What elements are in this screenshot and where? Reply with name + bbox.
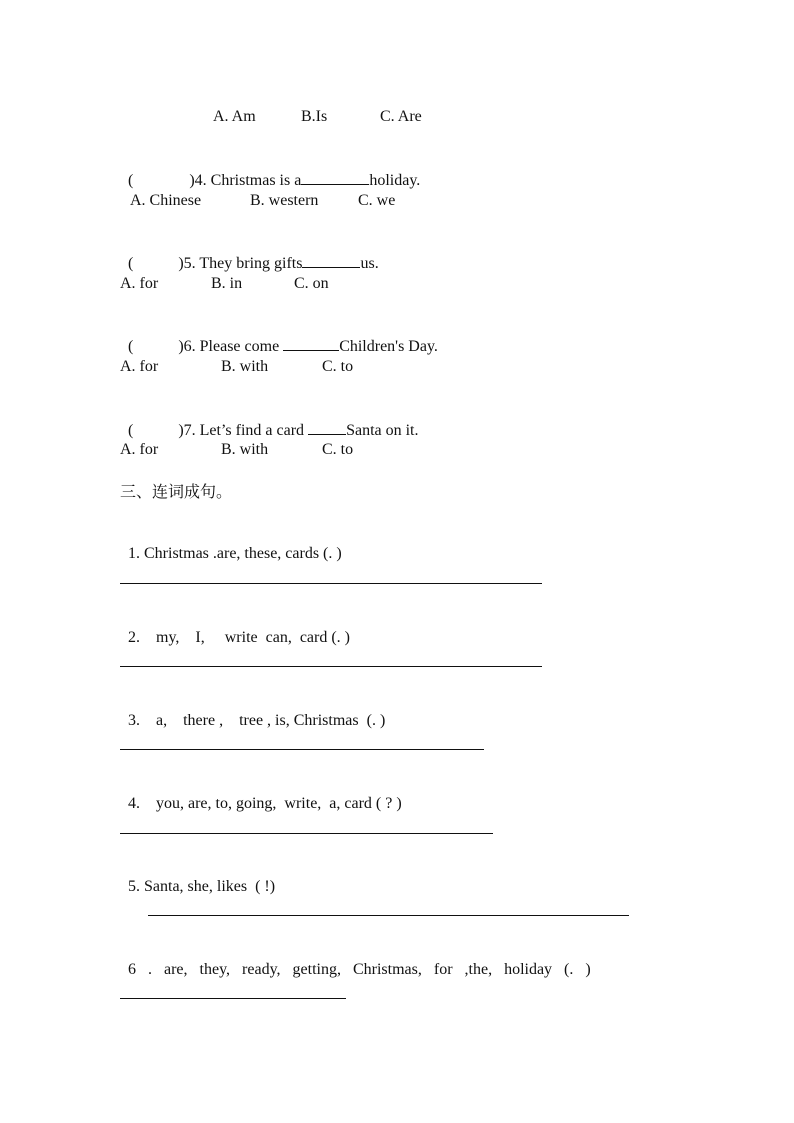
answer-paren-open: (: [128, 422, 134, 439]
sentence-1: [120, 524, 342, 564]
question-text-after: Santa on it.: [346, 422, 419, 439]
question-6: [120, 316, 438, 357]
sentence-2: [120, 608, 350, 648]
sentence-words: a, there , tree , is, Christmas (. ): [156, 712, 386, 729]
q5-option-b: B. in: [211, 275, 243, 292]
q7-option-c: C. to: [322, 441, 354, 458]
answer-line-3[interactable]: [120, 749, 484, 750]
question-text-before: Let’s find a card: [199, 422, 305, 439]
answer-paren-open: (: [128, 172, 134, 189]
q6-option-b: B. with: [221, 358, 269, 375]
answer-blank[interactable]: [301, 170, 369, 185]
question-4: [120, 150, 420, 191]
q3-option-b: B.Is: [301, 108, 328, 125]
answer-paren-close: ): [178, 338, 184, 355]
question-7: [120, 400, 419, 441]
question-text-before: Christmas is a: [210, 172, 302, 189]
answer-paren-close: ): [178, 255, 184, 272]
sentence-words: Santa, she, likes ( !): [144, 878, 276, 895]
answer-blank[interactable]: [283, 336, 339, 351]
question-number: 4.: [194, 172, 207, 189]
q7-option-a: A. for: [120, 441, 159, 458]
sentence-3: [120, 691, 385, 731]
sentence-number: 6: [128, 961, 136, 978]
section-title: 三、连词成句。: [120, 482, 233, 501]
answer-line-1[interactable]: [120, 583, 542, 584]
answer-line-2[interactable]: [120, 666, 542, 667]
q6-option-c: C. to: [322, 358, 354, 375]
sentence-number: 3.: [128, 712, 140, 729]
question-text-after: holiday.: [369, 172, 421, 189]
q4-option-c: C. we: [358, 192, 396, 209]
question-text-after: Children's Day.: [339, 338, 438, 355]
answer-line-6[interactable]: [120, 998, 346, 999]
sentence-number: 2.: [128, 629, 140, 646]
answer-line-4[interactable]: [120, 833, 493, 834]
sentence-number: 5.: [128, 878, 140, 895]
answer-paren-close: ): [178, 422, 184, 439]
question-text-after: us.: [360, 255, 379, 272]
sentence-words: my, I, write can, card (. ): [156, 629, 350, 646]
sentence-number: 1.: [128, 545, 140, 562]
question-text-before: They bring gifts: [199, 255, 303, 272]
q5-option-a: A. for: [120, 275, 159, 292]
answer-paren-open: (: [128, 255, 134, 272]
q4-option-b: B. western: [250, 192, 319, 209]
q3-option-a: A. Am: [213, 108, 256, 125]
question-5: [120, 233, 379, 274]
q4-option-a: A. Chinese: [130, 192, 202, 209]
q3-option-c: C. Are: [380, 108, 422, 125]
question-number: 5.: [183, 255, 196, 272]
answer-paren-open: (: [128, 338, 134, 355]
q7-option-b: B. with: [221, 441, 269, 458]
answer-paren-close: ): [189, 172, 195, 189]
sentence-words: you, are, to, going, write, a, card ( ? ): [156, 795, 402, 812]
question-number: 7.: [183, 422, 196, 439]
sentence-6: [120, 940, 591, 980]
sentence-5: [120, 857, 275, 897]
question-text-before: Please come: [199, 338, 280, 355]
sentence-words: Christmas .are, these, cards (. ): [144, 545, 342, 562]
sentence-4: [120, 774, 402, 814]
sentence-words: . are, they, ready, getting, Christmas, for ,the, holiday (. ): [148, 961, 591, 978]
q6-option-a: A. for: [120, 358, 159, 375]
sentence-number: 4.: [128, 795, 140, 812]
question-number: 6.: [183, 338, 196, 355]
answer-blank[interactable]: [308, 420, 346, 435]
q5-option-c: C. on: [294, 275, 329, 292]
answer-blank[interactable]: [302, 253, 360, 268]
answer-line-5[interactable]: [148, 915, 629, 916]
